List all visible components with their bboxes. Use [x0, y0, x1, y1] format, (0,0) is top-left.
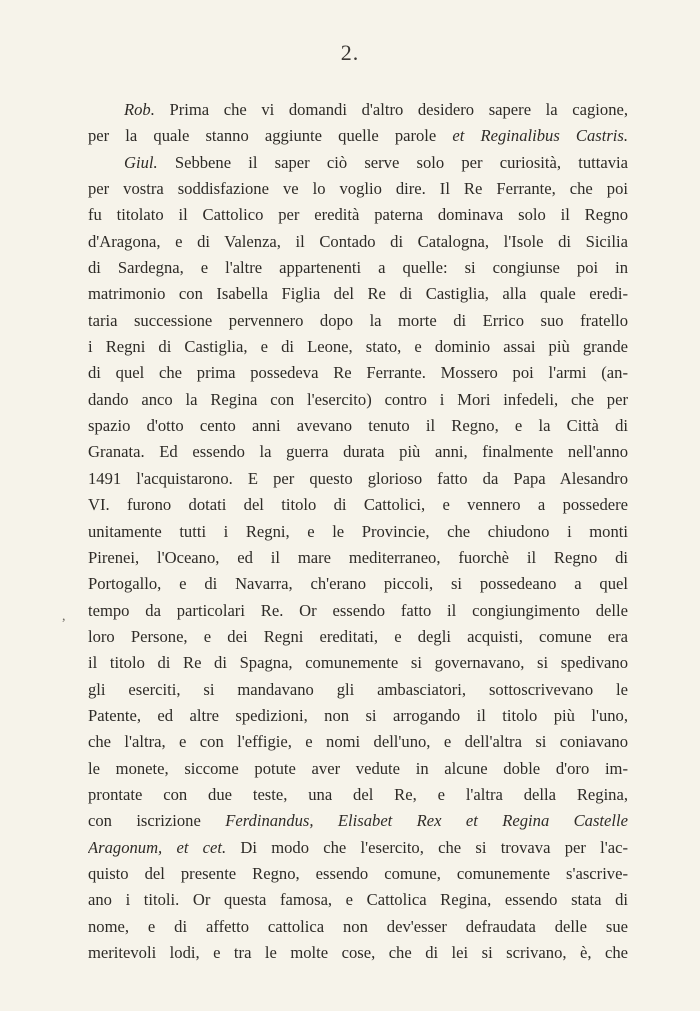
text-run: di Sardegna, e l'altre appartenenti a quelle: si congiunse poi in: [88, 258, 628, 278]
text-run: con iscrizione: [88, 811, 226, 831]
text-line: [88, 150, 628, 176]
text-line: [88, 413, 628, 439]
italic-text: Giul.: [124, 152, 158, 172]
text-run: unitamente tutti i Regni, e le Provincie, che chiudono i monti: [88, 521, 628, 541]
text-line: [88, 650, 628, 676]
text-run: che l'altra, e con l'effigie, e nomi dell'uno, e dell'altra si coniavano: [88, 732, 628, 752]
text-run: per la quale stanno aggiunte quelle parole: [88, 126, 453, 146]
text-run: Di modo che l'esercito, che si trovava per l'ac-: [226, 837, 628, 857]
italic-text: Rob.: [124, 100, 155, 119]
text-run: tempo da particolari Re. Or essendo fatto il congiungimento delle: [88, 600, 628, 620]
text-line: [88, 598, 628, 624]
text-run: VI. furono dotati del titolo di Cattolici, e vennero a possedere: [88, 495, 628, 515]
text-run: ano i titoli. Or questa famosa, e Cattolica Regina, essendo stata di: [88, 890, 628, 910]
text-line: [88, 835, 628, 861]
text-line: [88, 782, 628, 808]
text-run: prontate con due teste, una del Re, e l'altra della Regina,: [88, 784, 628, 804]
text-run: di quel che prima possedeva Re Ferrante. Mossero poi l'armi (an-: [88, 363, 628, 383]
text-line: [88, 281, 628, 307]
text-run: Pirenei, l'Oceano, ed il mare mediterraneo, fuorchè il Regno di: [88, 547, 628, 567]
text-run: i Regni di Castiglia, e di Leone, stato, e dominio assai più grande: [88, 337, 628, 357]
text-run: meritevoli lodi, e tra le molte cose, che di lei si scrivano, è, che: [88, 943, 628, 962]
text-run: Sebbene il saper ciò serve solo per curiosità, tuttavia: [157, 152, 628, 172]
text-line: [88, 229, 628, 255]
text-run: Patente, ed altre spedizioni, non si arrogando il titolo più l'uno,: [88, 705, 628, 725]
text-run: fu titolato il Cattolico per eredità paterna dominava solo il Regno: [88, 205, 628, 225]
text-line: [88, 492, 628, 518]
text-run: Granata. Ed essendo la guerra durata più anni, finalmente nell'anno: [88, 442, 628, 462]
text-line: [88, 360, 628, 386]
text-line: [88, 97, 628, 123]
text-run: loro Persone, e dei Regni ereditati, e degli acquisti, comune era: [88, 626, 628, 646]
text-line: [88, 255, 628, 281]
text-run: taria successione pervennero dopo la morte di Errico suo fratello: [88, 310, 628, 330]
text-line: [88, 808, 628, 834]
page-number: 2.: [340, 40, 360, 65]
text-line: [88, 334, 628, 360]
text-line: [88, 703, 628, 729]
text-line: [88, 571, 628, 597]
text-line: [88, 202, 628, 228]
text-run: quisto del presente Regno, essendo comune, comunemente s'ascrive-: [88, 863, 628, 883]
text-line: [88, 914, 628, 940]
text-run: dando anco la Regina con l'esercito) contro i Mori infedeli, che per: [88, 389, 628, 409]
text-line: [88, 387, 628, 413]
text-line: [88, 861, 628, 887]
text-run: spazio d'otto cento anni avevano tenuto il Regno, e la Città di: [88, 416, 628, 436]
text-run: Portogallo, e di Navarra, ch'erano piccoli, si possedeano a quel: [88, 574, 628, 594]
text-line: [88, 677, 628, 703]
body-text: [88, 97, 628, 966]
text-line: [88, 123, 628, 149]
text-run: 1491 l'acquistarono. E per questo glorioso fatto da Papa Alesandro: [88, 468, 628, 488]
text-line: [88, 439, 628, 465]
text-run: d'Aragona, e di Valenza, il Contado di Catalogna, l'Isole di Sicilia: [88, 231, 628, 251]
text-run: le monete, siccome potute aver vedute in alcune doble d'oro im-: [88, 758, 628, 778]
text-line: [88, 176, 628, 202]
margin-mark: ,: [62, 609, 66, 624]
text-run: per vostra soddisfazione ve lo voglio dire. Il Re Ferrante, che poi: [88, 179, 628, 199]
text-line: [88, 545, 628, 571]
italic-text: et Reginalibus Castris.: [452, 126, 628, 146]
text-run: il titolo di Re di Spagna, comunemente si governavano, si spedivano: [88, 653, 628, 673]
text-line: [88, 756, 628, 782]
italic-text: Aragonum, et cet.: [88, 837, 227, 857]
text-run: nome, e di affetto cattolica non dev'esser defraudata delle sue: [88, 916, 628, 936]
text-run: gli eserciti, si mandavano gli ambasciatori, sottoscrivevano le: [88, 679, 628, 699]
text-run: Prima che vi domandi d'altro desidero sapere la cagione,: [154, 100, 628, 119]
italic-text: Ferdinandus, Elisabet Rex et Regina Castelle: [225, 811, 628, 831]
text-line: [88, 308, 628, 334]
text-line: [88, 729, 628, 755]
text-line: [88, 466, 628, 492]
text-line: [88, 940, 628, 966]
text-run: matrimonio con Isabella Figlia del Re di Castiglia, alla quale eredi-: [88, 284, 628, 304]
text-line: [88, 887, 628, 913]
text-line: [88, 519, 628, 545]
text-line: [88, 624, 628, 650]
